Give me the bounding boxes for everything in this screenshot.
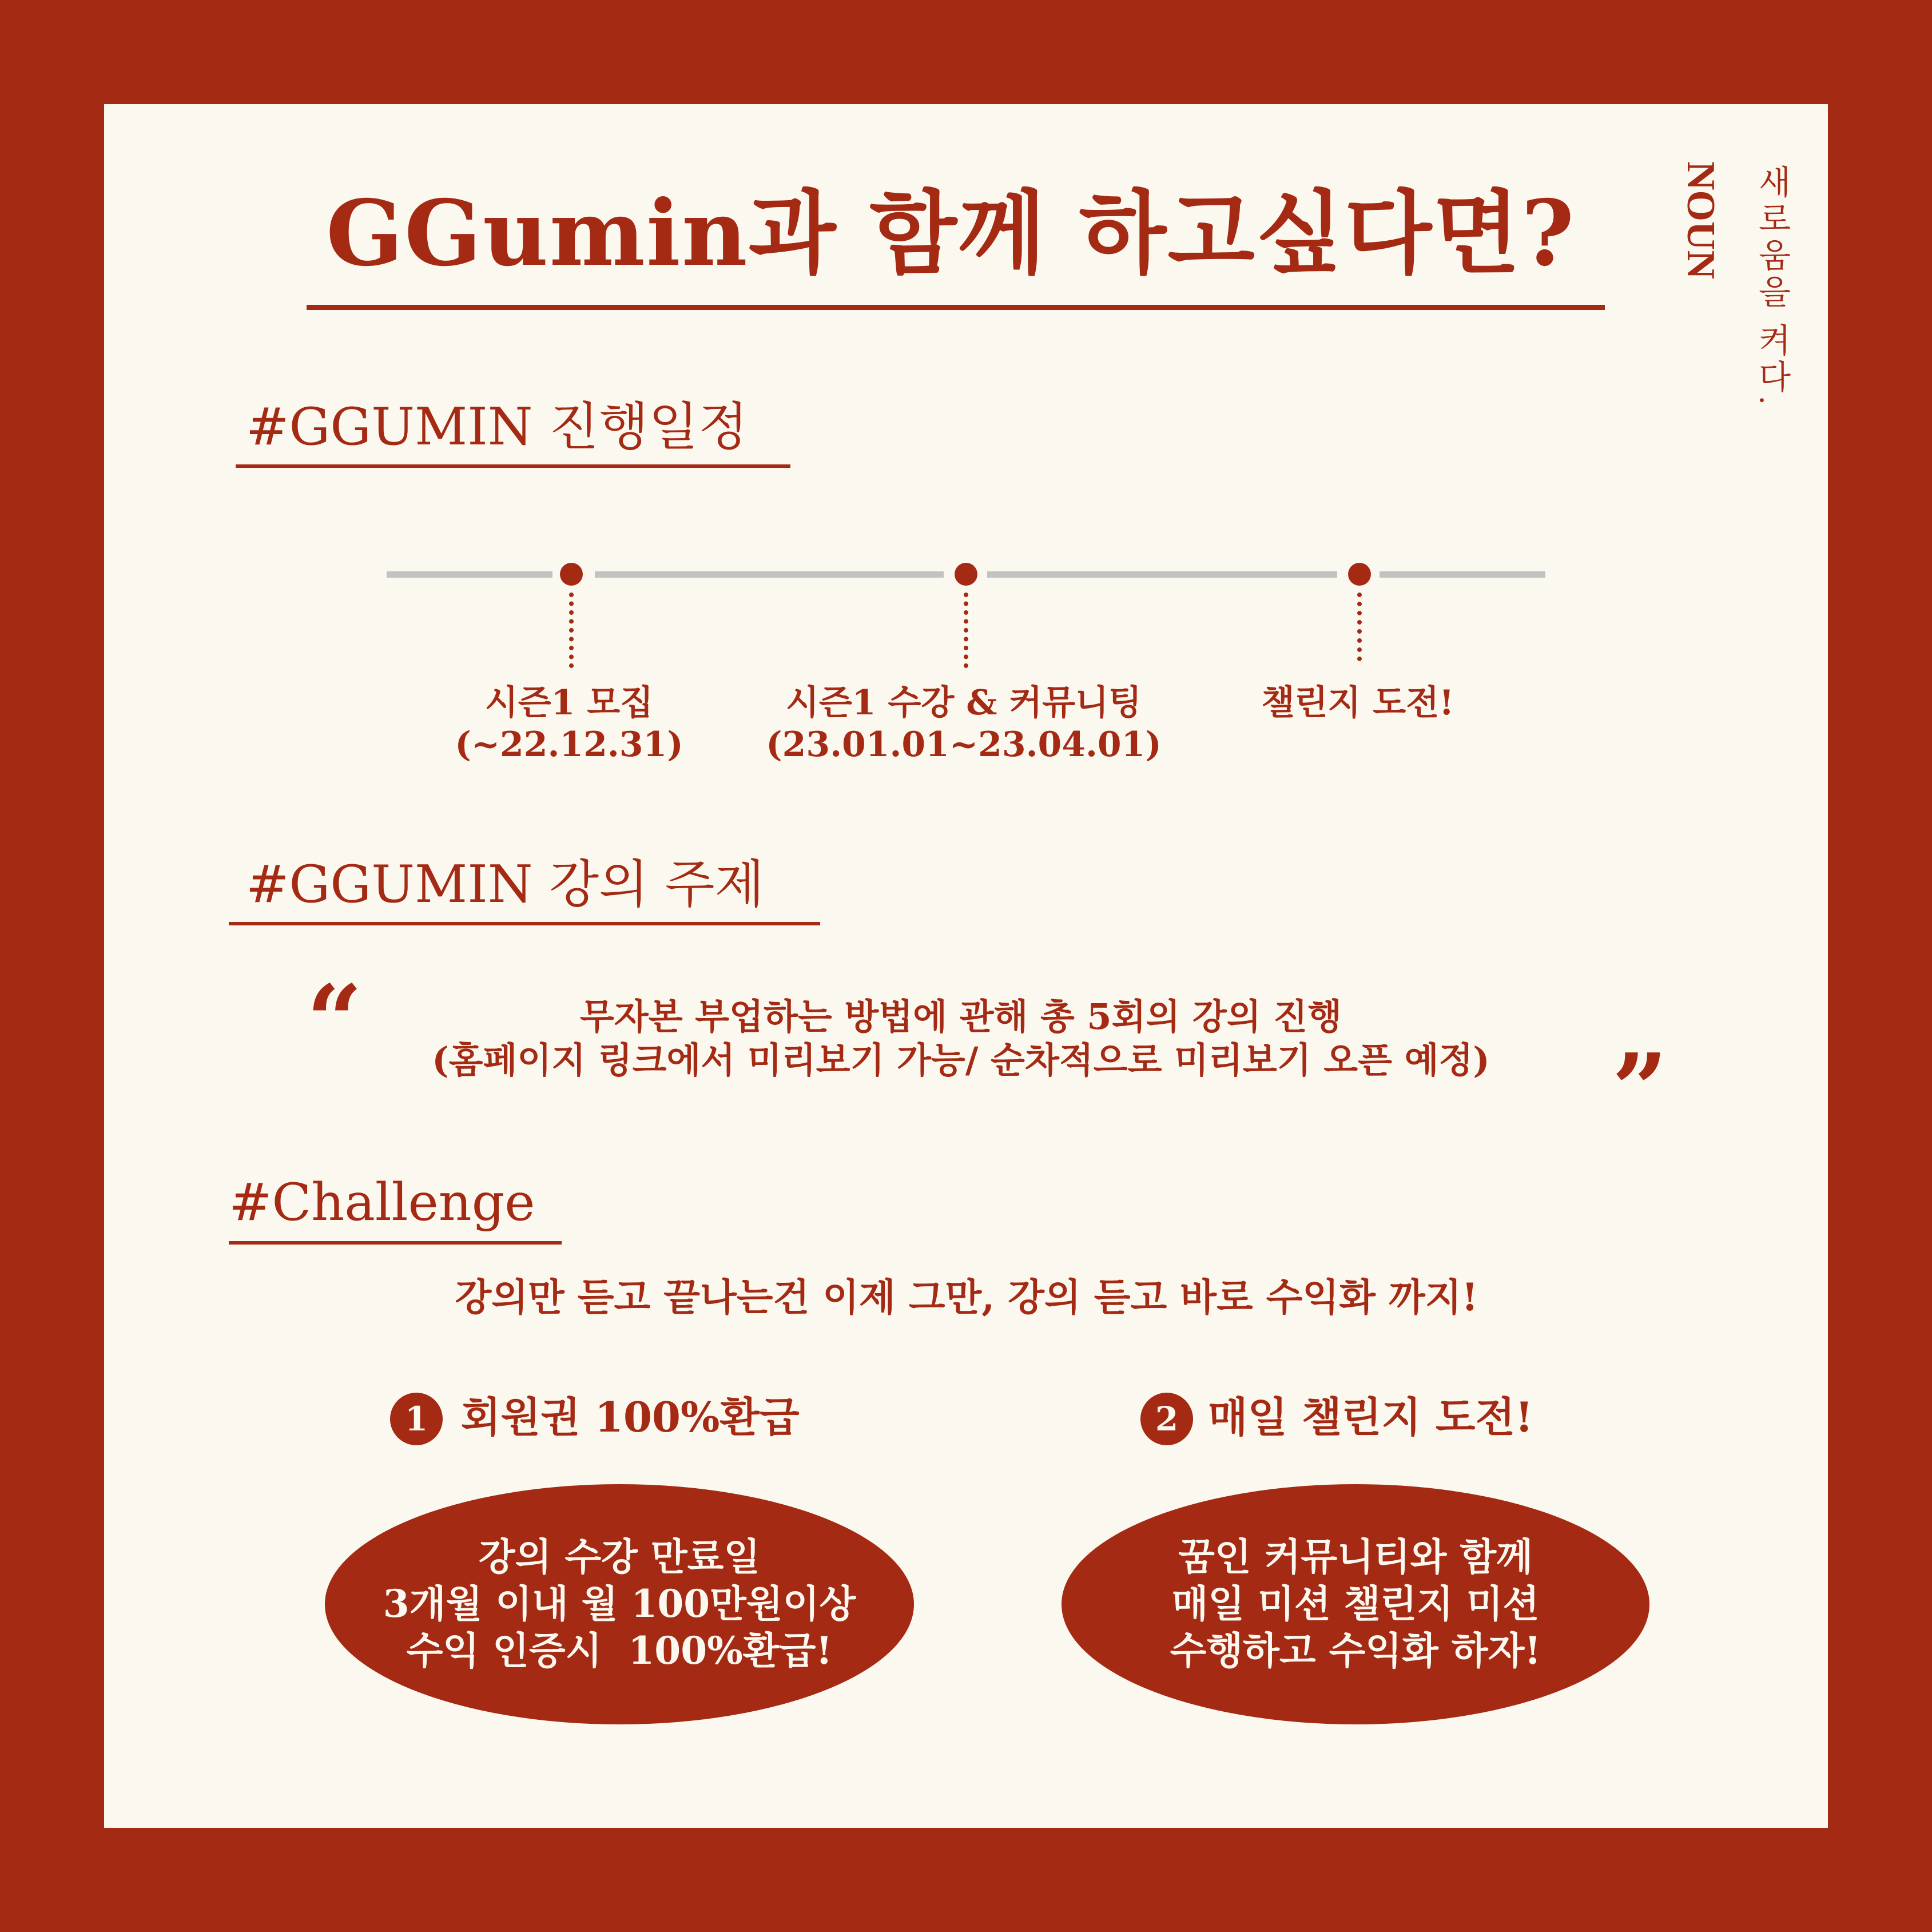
close-quote-icon: ” (1612, 1032, 1668, 1147)
topic-heading: #GGUMIN 강의 주제 (246, 854, 765, 915)
timeline-stem (964, 593, 968, 668)
challenge-detail-text: 꿈인 커뮤니티와 함께 매일 미션 챌린지 미션 수행하고 수익화 하자! (1170, 1535, 1541, 1673)
timeline-dot (560, 563, 583, 586)
milestone-label: 시즌1 수강 & 커뮤니팅 (23.01.01~23.04.01) (766, 683, 1162, 765)
timeline-dot (1348, 563, 1371, 586)
challenge-item-label: 회원권 100%환급 (461, 1393, 800, 1441)
challenge-detail-text: 강의 수강 만료일 3개월 이내 월 100만원이상 수익 인증시 100%환급! (383, 1535, 856, 1673)
timeline-segment (387, 571, 552, 578)
timeline-segment (987, 571, 1337, 578)
timeline-segment (595, 571, 944, 578)
challenge-lead: 강의만 듣고 끝나는건 이제 그만, 강의 듣고 바로 수익화 까지! (455, 1275, 1478, 1319)
timeline-dot (955, 563, 977, 586)
schedule-heading: #GGUMIN 진행일정 (246, 397, 748, 457)
side-brand: NOUN (1679, 161, 1723, 280)
milestone-label: 챌린지 도전! (1261, 683, 1454, 723)
challenge-item-label: 매일 챌린지 도전! (1208, 1393, 1533, 1441)
schedule-heading-underline (236, 464, 790, 468)
timeline-stem (569, 593, 574, 668)
side-tagline: 새로움을 켜다. (1753, 165, 1790, 408)
open-quote-icon: “ (307, 964, 363, 1078)
number-badge: 2 (1140, 1393, 1193, 1445)
topic-heading-underline (229, 922, 820, 925)
number-badge: 1 (390, 1393, 443, 1445)
challenge-detail-bubble (325, 1484, 914, 1724)
page-title: GGumin과 함께 하고싶다면? (326, 181, 1576, 287)
topic-text: 무자본 부업하는 방법에 관해 총 5회의 강의 진행 (홈페이지 링크에서 미리보기 가능/ 순차적으로 미리보기 오픈 예정) (432, 996, 1490, 1081)
timeline-segment (1380, 571, 1545, 578)
timeline-stem (1357, 593, 1362, 661)
challenge-heading: #Challenge (229, 1172, 535, 1233)
title-underline (307, 305, 1605, 310)
milestone-label: 시즌1 모집 (~22.12.31) (455, 683, 683, 765)
challenge-heading-underline (229, 1241, 562, 1245)
challenge-detail-bubble (1062, 1484, 1649, 1724)
